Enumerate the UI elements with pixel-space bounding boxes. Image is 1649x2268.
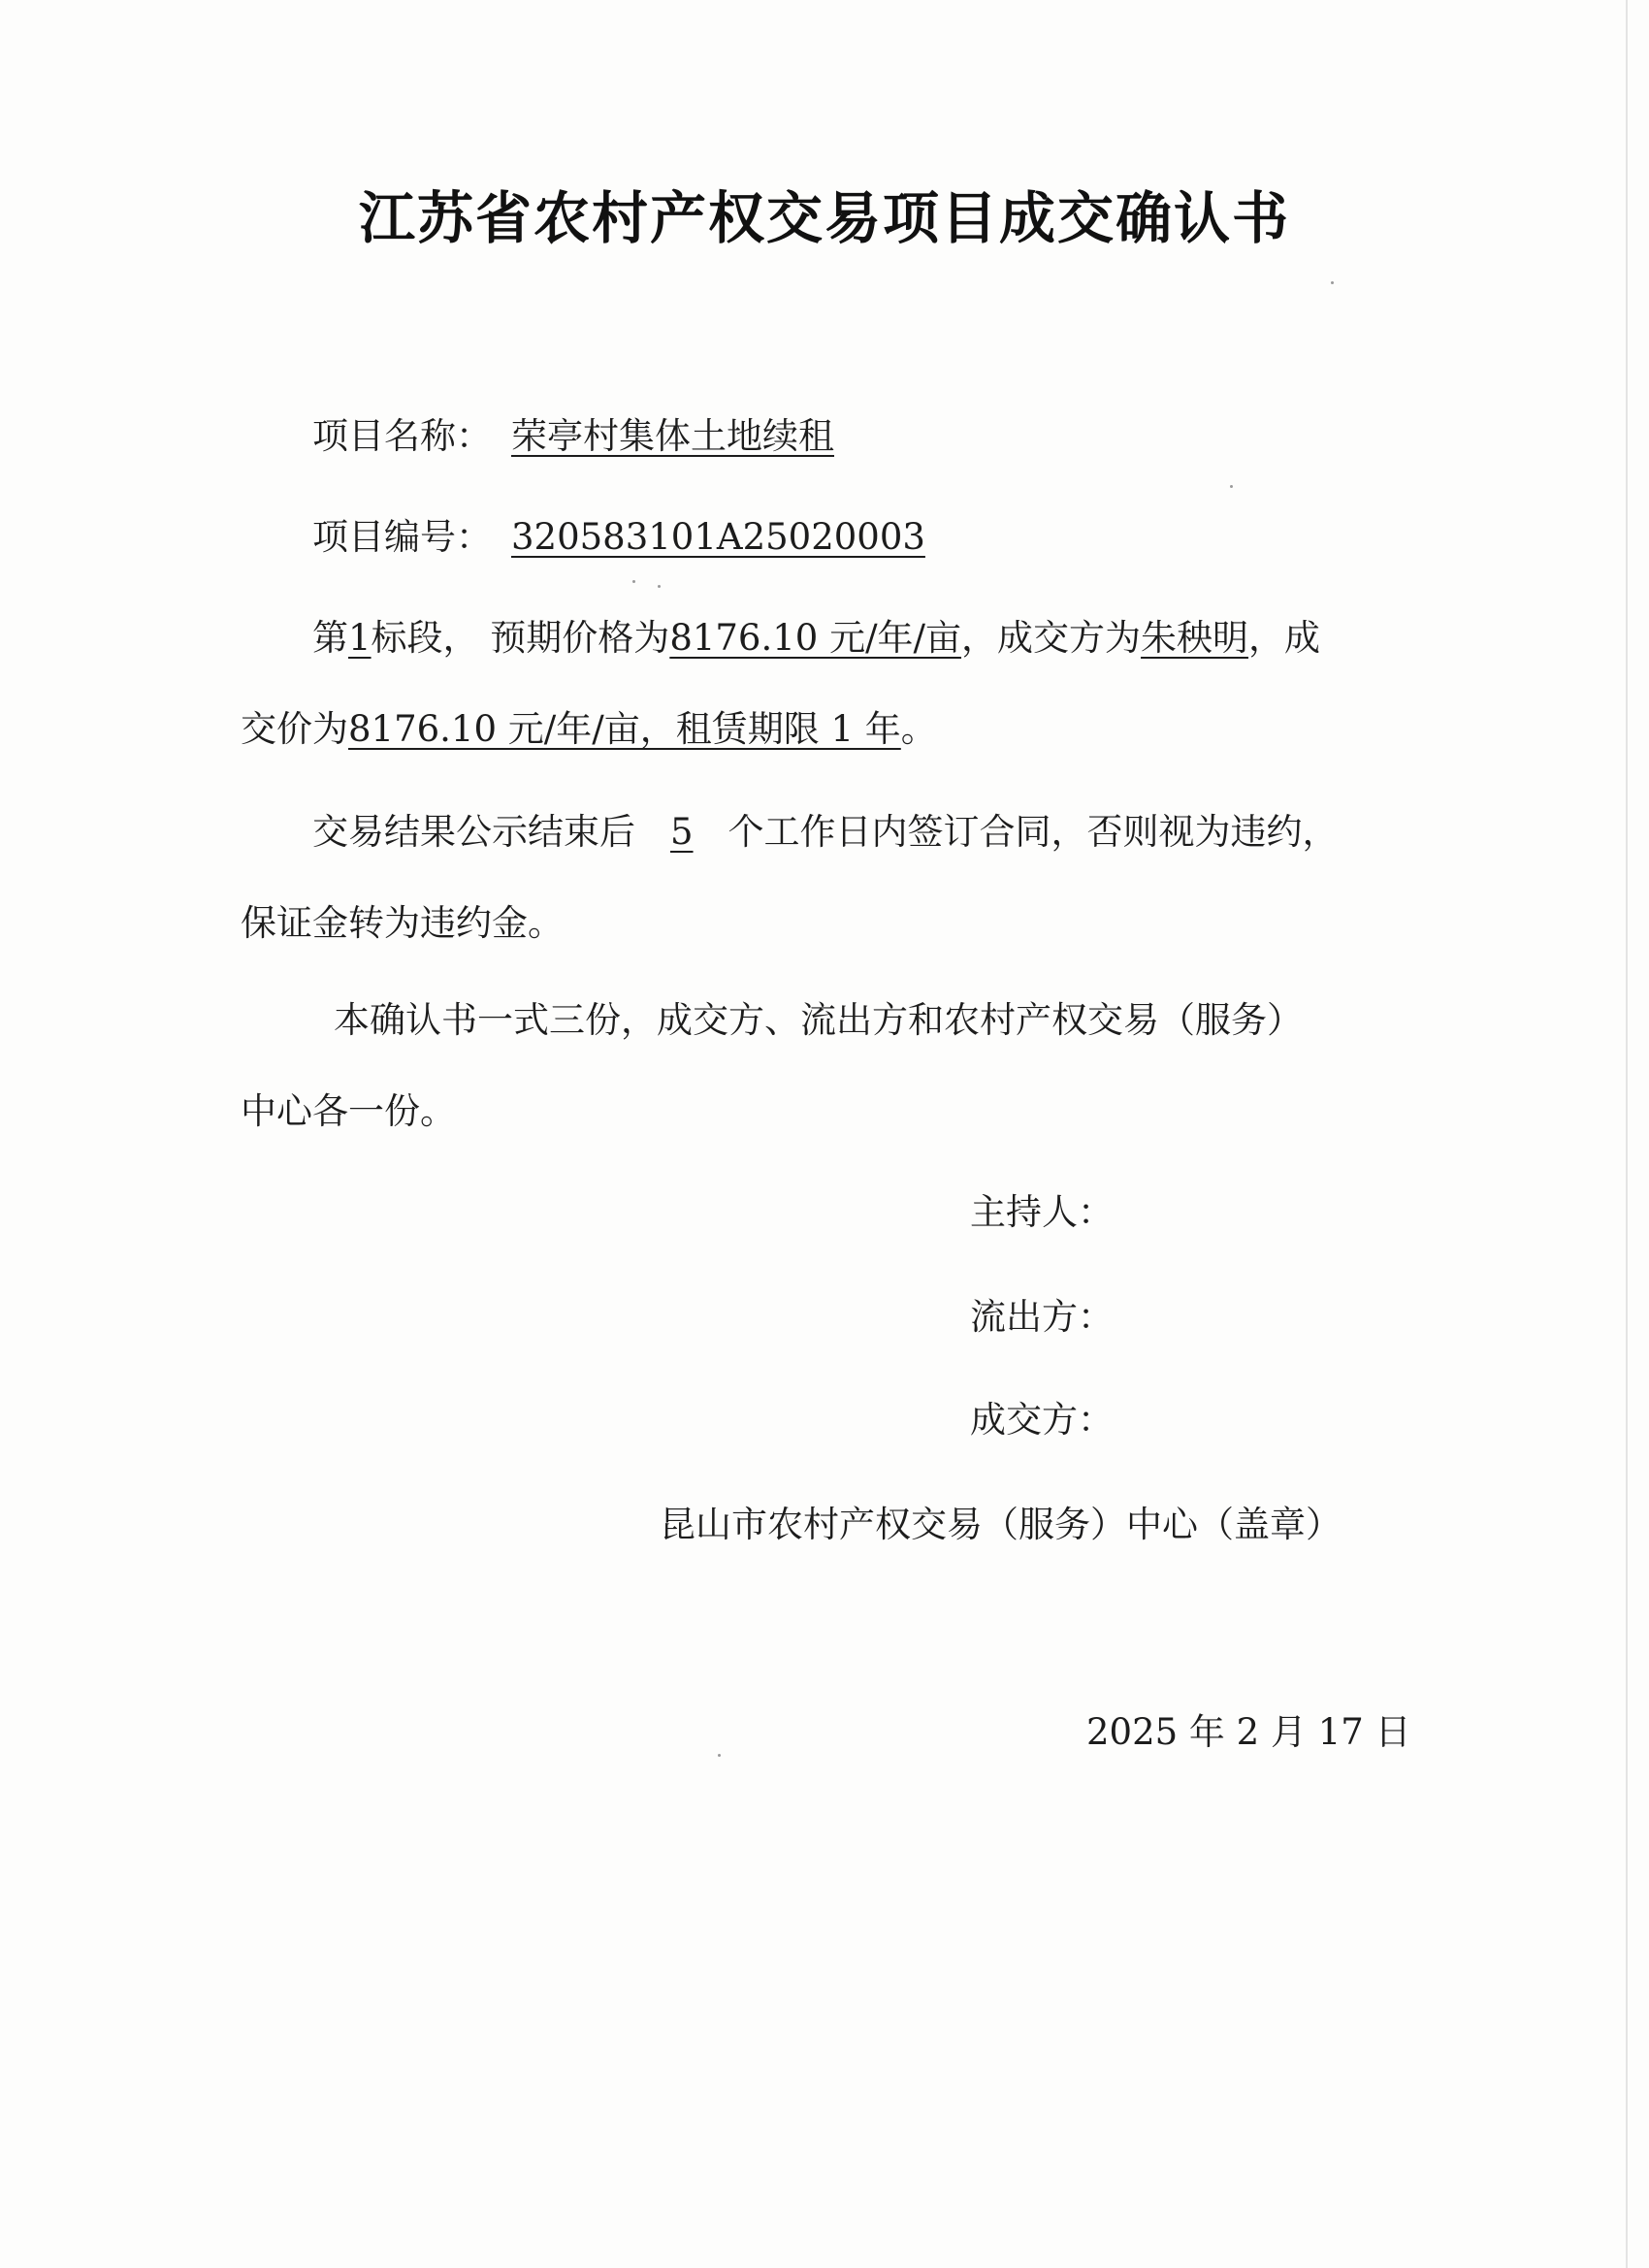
line2-tail: 。: [900, 708, 937, 750]
buyer-name: 朱秧明: [1141, 617, 1249, 659]
scan-speck: [718, 1754, 721, 1757]
contract-suffix: 个工作日内签订合同，否则视为违约，: [728, 811, 1339, 853]
project-number-label: 项目编号：: [312, 516, 492, 558]
project-number-value: 320583101A25020003: [511, 516, 925, 558]
contract-paragraph-line2: 保证金转为违约金。: [241, 902, 564, 944]
project-number-row: [312, 514, 945, 561]
lot-prefix: 第: [312, 617, 348, 659]
host-signature-label: 主持人：: [970, 1191, 1114, 1233]
deal-price-prefix: 交价为: [241, 708, 348, 750]
lot-number: 1: [348, 617, 372, 659]
scan-speck: [1230, 485, 1233, 488]
lot-suffix: 标段， 预期价格为: [371, 617, 670, 659]
document-date: 2025 年 2 月 17 日: [1086, 1711, 1411, 1753]
transferor-signature-label: 流出方：: [970, 1296, 1114, 1338]
working-days: 5: [670, 811, 694, 853]
expected-price: 8176.10 元/年/亩: [669, 617, 962, 659]
copies-paragraph-line2: 中心各一份。: [241, 1090, 456, 1132]
scan-speck: [632, 580, 635, 583]
document-title: 江苏省农村产权交易项目成交确认书: [358, 185, 1290, 251]
project-name-row: [312, 413, 854, 460]
lot-paragraph-line2: [241, 706, 937, 753]
scan-speck: [658, 585, 661, 588]
deal-price-and-term: 8176.10 元/年/亩，租赁期限 1 年: [348, 708, 901, 750]
copies-paragraph-line1: 本确认书一式三份，成交方、流出方和农村产权交易（服务）: [334, 999, 1303, 1041]
project-name-value: 荣亭村集体土地续租: [511, 415, 834, 457]
line1-tail: ，成: [1248, 617, 1321, 659]
scan-edge-line: [1626, 0, 1628, 2268]
buyer-signature-label: 成交方：: [970, 1399, 1114, 1441]
contract-paragraph-line1: [312, 809, 1339, 856]
center-seal-label: 昆山市农村产权交易（服务）中心（盖章）: [660, 1504, 1342, 1545]
lot-paragraph-line1: [312, 615, 1320, 662]
contract-prefix: 交易结果公示结束后: [312, 811, 635, 853]
scan-speck: [1331, 281, 1334, 284]
buyer-prefix: ，成交方为: [961, 617, 1142, 659]
project-name-label: 项目名称：: [312, 415, 492, 457]
